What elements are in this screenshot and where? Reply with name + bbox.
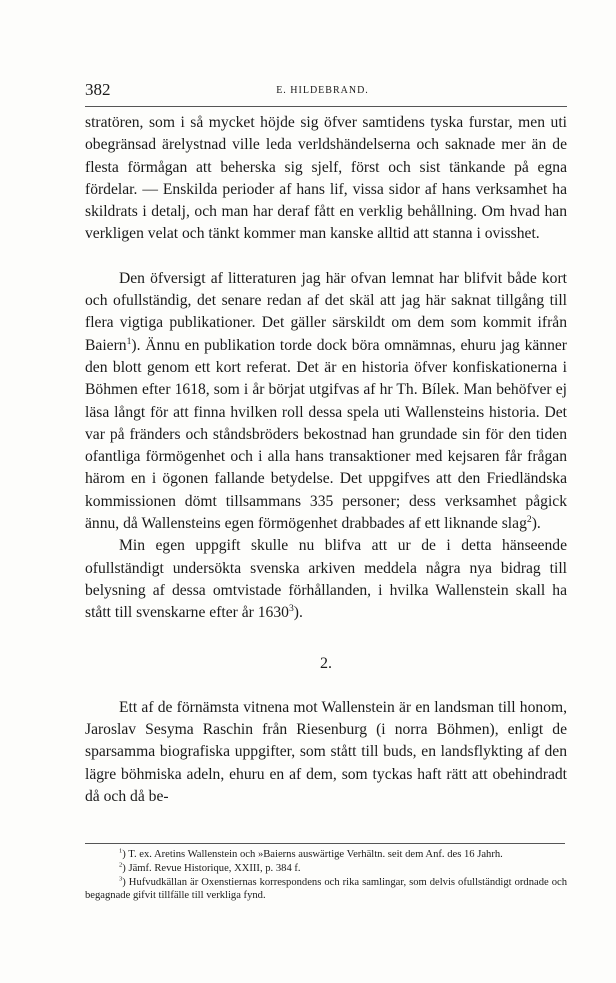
footnote-1-mark: 1 xyxy=(119,847,123,855)
footnote-ref-1: 1 xyxy=(126,335,132,347)
footnote-rule xyxy=(85,843,565,844)
footnote-ref-3: 3 xyxy=(288,603,294,615)
paragraph-3 xyxy=(85,535,567,624)
section-number: 2. xyxy=(320,654,332,672)
page-header xyxy=(85,80,560,104)
footnote-2-text: ) Jämf. Revue Historique, XXIII, p. 384 f. xyxy=(122,862,301,874)
page-number: 382 xyxy=(85,80,111,99)
footnote-3 xyxy=(85,876,567,904)
footnote-3-mark: 3 xyxy=(119,875,123,883)
footnote-2 xyxy=(85,862,567,876)
paragraph-2-part-a: Den öfversigt af litteraturen jag här ofvan lemnat har blifvit både kort och ofullständig, det senare redan af det skäl att jag här saknat tillgång till flera vigtiga publikationer. Det gäller särskildt om dem som kommit ifrån Baiern xyxy=(85,269,567,354)
footnote-1-text: ) T. ex. Aretins Wallenstein och »Baierns auswärtige Verhältn. seit dem Anf. des 16 Jahrh. xyxy=(122,849,503,860)
footnotes xyxy=(85,848,567,903)
footnote-3-text: ) Hufvudkällan är Oxenstiernas korrespondens och rika samlingar, som delvis ofullständigt ordnade och begagnade gifvit tillfälle till verkliga fynd. xyxy=(85,876,567,902)
running-head: E. HILDEBRAND. xyxy=(276,85,369,96)
body-text xyxy=(85,112,567,808)
paragraph-2-part-b: ). Ännu en publikation torde dock böra omnämnas, ehuru jag känner den blott genom ett kort referat. Det är en historia öfver konfiskationerna i Böhmen efter 1618, som i år börjat utgifvas af hr Th. Bílek. Man behöfver ej läsa långt för att finna hvilken roll dessa spela uti Wallensteins historia. Det var på fränders och ståndsbröders bekostnad han grundade sin för den tiden ofantliga förmögenhet och i alla hans transaktioner med kejsaren får frågan härom en i ögonen fallande betydelse. Det uppgifves att den Friedländska kommissionen dömt tillsammans 335 personer; dess verksamhet pågick ännu, då Wallensteins egen förmögenhet drabbades af ett liknande slag xyxy=(85,336,567,533)
paragraph-4: Ett af de förnämsta vitnena mot Wallenstein är en landsman till honom, Jaroslav Sesyma Raschin från Riesenburg (i norra Böhmen), enligt de sparsamma biografiska uppgifter, som stått till buds, en landsflykting af den lägre böhmiska adeln, ehuru en af dem, som tyckas haft rätt att obehindradt då och då be- xyxy=(85,698,567,806)
paragraph-3-part-a: Min egen uppgift skulle nu blifva att ur de i detta hänseende ofullständigt undersökta svenska arkiven meddela några nya bidrag till belysning af dessa omtvistade förhållanden, i hvilka Wallenstein skall ha stått till svenskarne efter år 1630 xyxy=(85,537,567,622)
header-rule xyxy=(85,106,567,107)
paragraph-2-part-c: ). xyxy=(531,515,541,533)
paragraph-1: stratören, som i så mycket höjde sig öfver samtidens tyska furstar, men uti obegränsad ärelystnad ville leda verldshändelserna och saknade mer än de flesta förmågan att beherska sig sjelf, först och sist tänkande på egna fördelar. — Enskilda perioder af hans lif, vissa sidor af hans verksamhet ha skildrats i detalj, och man har deraf fått en verklig behållning. Om hvad han verkligen velat och tänkt kommer man kanske alltid att stanna i ovisshet. xyxy=(85,114,567,243)
footnote-1 xyxy=(85,848,567,862)
footnote-2-mark: 2 xyxy=(119,861,123,869)
footnote-ref-2: 2 xyxy=(526,513,532,525)
paragraph-3-part-b: ). xyxy=(293,604,303,622)
paragraph-2 xyxy=(85,268,567,536)
